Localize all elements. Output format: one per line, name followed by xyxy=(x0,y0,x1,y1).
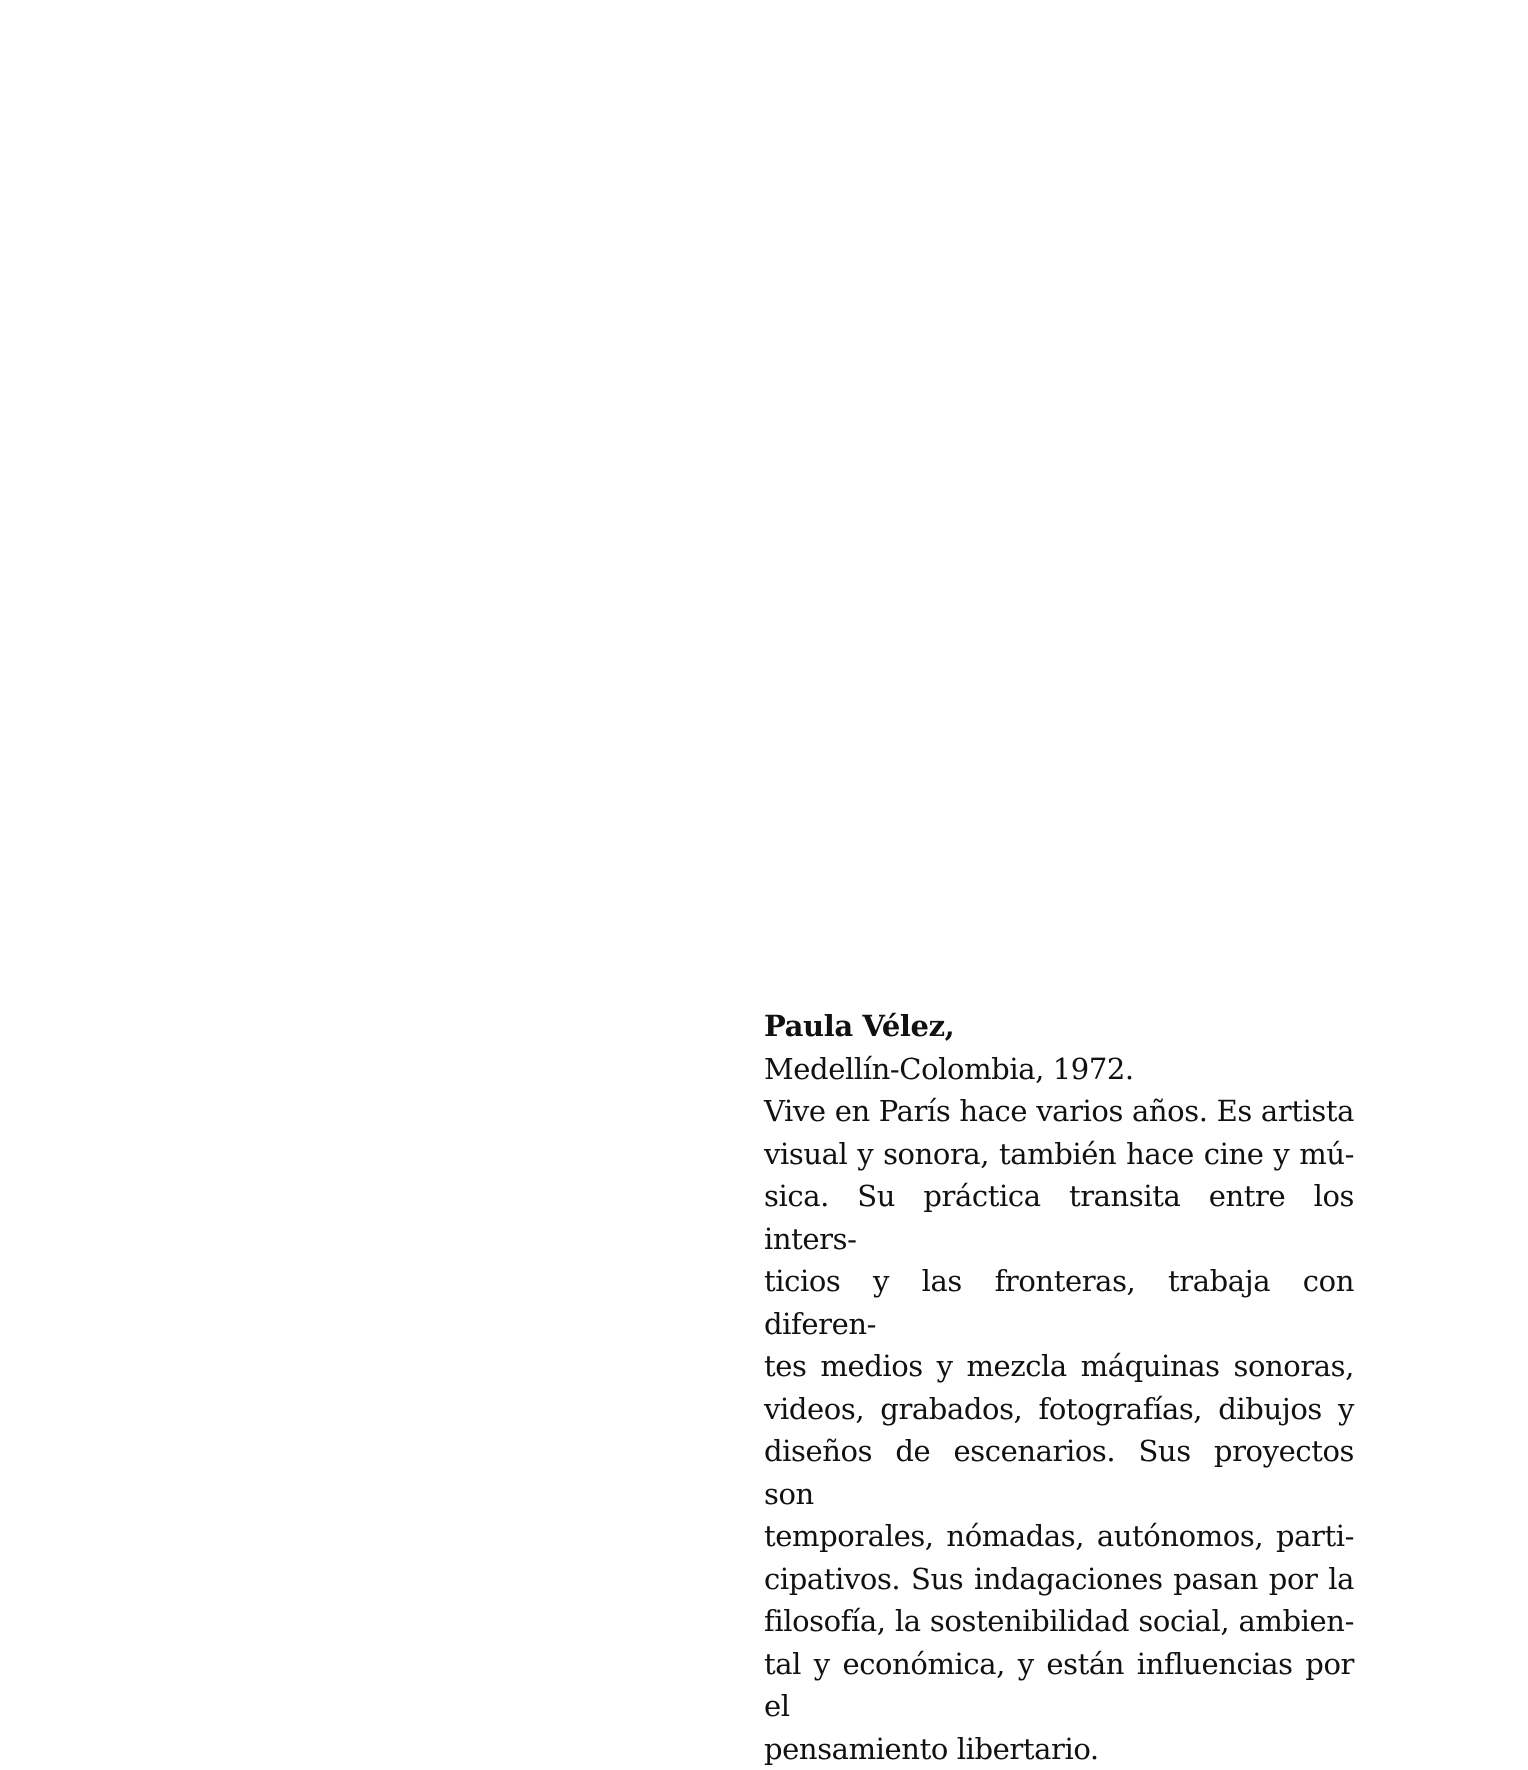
bio-line: videos, grabados, fotografías, dibujos y xyxy=(764,1388,1354,1431)
bio-line: sica. Su práctica transita entre los inters- xyxy=(764,1175,1354,1260)
bio-line: ticios y las fronteras, trabaja con diferen- xyxy=(764,1260,1354,1345)
bio-line: Vive en París hace varios años. Es artista xyxy=(764,1090,1354,1133)
bio-line: tes medios y mezcla máquinas sonoras, xyxy=(764,1345,1354,1388)
artist-bio xyxy=(764,1005,1354,1770)
bio-line: cipativos. Sus indagaciones pasan por la xyxy=(764,1558,1354,1601)
bio-line: pensamiento libertario. xyxy=(764,1728,1354,1770)
bio-line: tal y económica, y están influencias por el xyxy=(764,1643,1354,1728)
bio-line: diseños de escenarios. Sus proyectos son xyxy=(764,1430,1354,1515)
artist-name: Paula Vélez, xyxy=(764,1005,1354,1048)
bio-line: filosofía, la sostenibilidad social, ambien- xyxy=(764,1600,1354,1643)
artist-origin: Medellín-Colombia, 1972. xyxy=(764,1048,1354,1091)
bio-line: temporales, nómadas, autónomos, parti- xyxy=(764,1515,1354,1558)
bio-line: visual y sonora, también hace cine y mú- xyxy=(764,1133,1354,1176)
bio-paragraph xyxy=(764,1090,1354,1770)
